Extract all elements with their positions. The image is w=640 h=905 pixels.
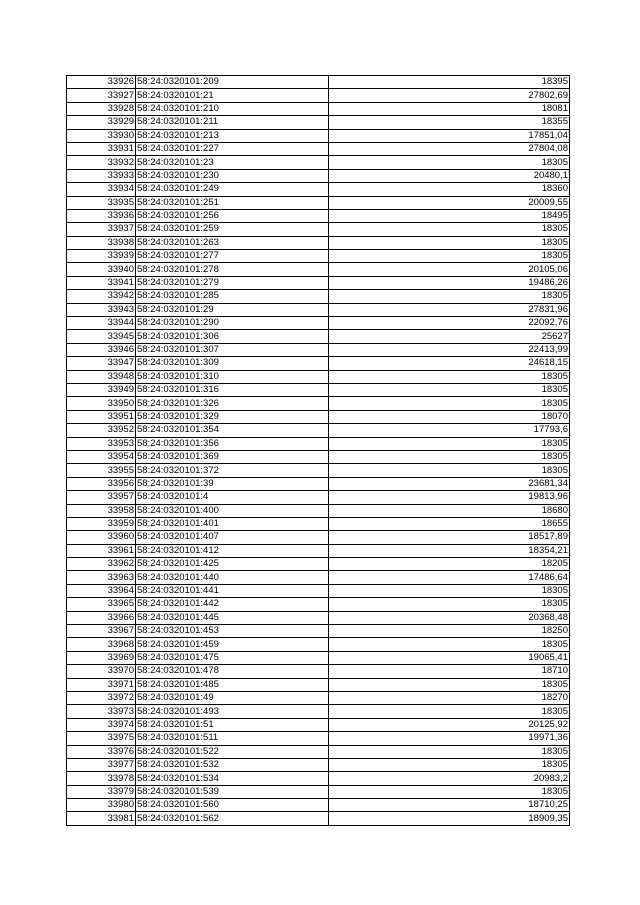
value-cell: 18909,35 — [329, 812, 570, 825]
cadastral-number-cell: 58:24:0320101:290 — [136, 317, 329, 330]
value-cell: 20983,2 — [329, 772, 570, 785]
value-cell: 18305 — [329, 250, 570, 263]
value-cell: 18305 — [329, 397, 570, 410]
table-row — [67, 571, 570, 584]
value-cell: 18305 — [329, 638, 570, 651]
cadastral-number-cell: 58:24:0320101:213 — [136, 129, 329, 142]
cadastral-number-cell: 58:24:0320101:440 — [136, 571, 329, 584]
cadastral-number-cell: 58:24:0320101:539 — [136, 785, 329, 798]
value-cell: 27804,08 — [329, 142, 570, 155]
cadastral-number-cell: 58:24:0320101:316 — [136, 383, 329, 396]
row-number-cell: 33939 — [67, 250, 136, 263]
cadastral-number-cell: 58:24:0320101:49 — [136, 691, 329, 704]
table-row — [67, 678, 570, 691]
table-row — [67, 397, 570, 410]
table-row — [67, 116, 570, 129]
row-number-cell: 33969 — [67, 651, 136, 664]
value-cell: 18495 — [329, 209, 570, 222]
table-row — [67, 142, 570, 155]
table-row — [67, 383, 570, 396]
cadastral-number-cell: 58:24:0320101:23 — [136, 156, 329, 169]
row-number-cell: 33928 — [67, 102, 136, 115]
value-cell: 18305 — [329, 758, 570, 771]
cadastral-number-cell: 58:24:0320101:307 — [136, 343, 329, 356]
row-number-cell: 33968 — [67, 638, 136, 651]
value-cell: 18305 — [329, 290, 570, 303]
table-row — [67, 718, 570, 731]
table-row — [67, 196, 570, 209]
table-row — [67, 370, 570, 383]
row-number-cell: 33929 — [67, 116, 136, 129]
row-number-cell: 33977 — [67, 758, 136, 771]
table-row — [67, 772, 570, 785]
value-cell: 22092,76 — [329, 317, 570, 330]
row-number-cell: 33963 — [67, 571, 136, 584]
row-number-cell: 33940 — [67, 263, 136, 276]
table-row — [67, 477, 570, 490]
row-number-cell: 33975 — [67, 732, 136, 745]
row-number-cell: 33978 — [67, 772, 136, 785]
value-cell: 19813,96 — [329, 491, 570, 504]
value-cell: 18305 — [329, 156, 570, 169]
value-cell: 18305 — [329, 584, 570, 597]
value-cell: 24618,15 — [329, 357, 570, 370]
value-cell: 27831,96 — [329, 303, 570, 316]
value-cell: 22413,99 — [329, 343, 570, 356]
cadastral-number-cell: 58:24:0320101:372 — [136, 464, 329, 477]
row-number-cell: 33935 — [67, 196, 136, 209]
value-cell: 19486,26 — [329, 276, 570, 289]
cadastral-number-cell: 58:24:0320101:485 — [136, 678, 329, 691]
cadastral-number-cell: 58:24:0320101:263 — [136, 236, 329, 249]
value-cell: 27802,69 — [329, 89, 570, 102]
value-cell: 17486,64 — [329, 571, 570, 584]
cadastral-number-cell: 58:24:0320101:534 — [136, 772, 329, 785]
cadastral-number-cell: 58:24:0320101:251 — [136, 196, 329, 209]
value-cell: 18395 — [329, 76, 570, 89]
value-cell: 18517,89 — [329, 531, 570, 544]
value-cell: 18305 — [329, 450, 570, 463]
table-row — [67, 276, 570, 289]
value-cell: 18710,25 — [329, 799, 570, 812]
row-number-cell: 33974 — [67, 718, 136, 731]
cadastral-number-cell: 58:24:0320101:249 — [136, 183, 329, 196]
row-number-cell: 33973 — [67, 705, 136, 718]
table-row — [67, 611, 570, 624]
value-cell: 20125,92 — [329, 718, 570, 731]
row-number-cell: 33949 — [67, 383, 136, 396]
row-number-cell: 33979 — [67, 785, 136, 798]
value-cell: 18250 — [329, 625, 570, 638]
row-number-cell: 33965 — [67, 598, 136, 611]
cadastral-number-cell: 58:24:0320101:256 — [136, 209, 329, 222]
cadastral-number-cell: 58:24:0320101:354 — [136, 424, 329, 437]
table-row — [67, 76, 570, 89]
row-number-cell: 33962 — [67, 558, 136, 571]
value-cell: 17793,6 — [329, 424, 570, 437]
cadastral-number-cell: 58:24:0320101:310 — [136, 370, 329, 383]
value-cell: 18360 — [329, 183, 570, 196]
table-body — [67, 76, 570, 826]
cadastral-number-cell: 58:24:0320101:478 — [136, 665, 329, 678]
row-number-cell: 33926 — [67, 76, 136, 89]
table-row — [67, 638, 570, 651]
row-number-cell: 33958 — [67, 504, 136, 517]
table-row — [67, 584, 570, 597]
value-cell: 18305 — [329, 437, 570, 450]
table-row — [67, 89, 570, 102]
row-number-cell: 33944 — [67, 317, 136, 330]
cadastral-number-cell: 58:24:0320101:522 — [136, 745, 329, 758]
table-row — [67, 558, 570, 571]
row-number-cell: 33981 — [67, 812, 136, 825]
value-cell: 18270 — [329, 691, 570, 704]
table-row — [67, 330, 570, 343]
row-number-cell: 33957 — [67, 491, 136, 504]
row-number-cell: 33959 — [67, 517, 136, 530]
table-row — [67, 129, 570, 142]
cadastral-number-cell: 58:24:0320101:21 — [136, 89, 329, 102]
row-number-cell: 33970 — [67, 665, 136, 678]
table-row — [67, 437, 570, 450]
table-row — [67, 491, 570, 504]
cadastral-number-cell: 58:24:0320101:227 — [136, 142, 329, 155]
cadastral-number-cell: 58:24:0320101:329 — [136, 410, 329, 423]
table-row — [67, 785, 570, 798]
table-row — [67, 450, 570, 463]
table-row — [67, 290, 570, 303]
cadastral-number-cell: 58:24:0320101:401 — [136, 517, 329, 530]
table-row — [67, 691, 570, 704]
value-cell: 25627 — [329, 330, 570, 343]
value-cell: 18305 — [329, 598, 570, 611]
table-row — [67, 464, 570, 477]
value-cell: 20368,48 — [329, 611, 570, 624]
row-number-cell: 33953 — [67, 437, 136, 450]
cadastral-number-cell: 58:24:0320101:210 — [136, 102, 329, 115]
value-cell: 18354,21 — [329, 544, 570, 557]
value-cell: 23681,34 — [329, 477, 570, 490]
table-row — [67, 410, 570, 423]
row-number-cell: 33955 — [67, 464, 136, 477]
value-cell: 18305 — [329, 745, 570, 758]
cadastral-number-cell: 58:24:0320101:4 — [136, 491, 329, 504]
row-number-cell: 33947 — [67, 357, 136, 370]
value-cell: 18305 — [329, 383, 570, 396]
table-row — [67, 102, 570, 115]
row-number-cell: 33961 — [67, 544, 136, 557]
value-cell: 18355 — [329, 116, 570, 129]
table-row — [67, 517, 570, 530]
cadastral-number-cell: 58:24:0320101:562 — [136, 812, 329, 825]
row-number-cell: 33954 — [67, 450, 136, 463]
value-cell: 18305 — [329, 705, 570, 718]
row-number-cell: 33930 — [67, 129, 136, 142]
cadastral-number-cell: 58:24:0320101:306 — [136, 330, 329, 343]
table-row — [67, 598, 570, 611]
value-cell: 18081 — [329, 102, 570, 115]
cadastral-number-cell: 58:24:0320101:407 — [136, 531, 329, 544]
table-row — [67, 236, 570, 249]
value-cell: 18305 — [329, 678, 570, 691]
cadastral-number-cell: 58:24:0320101:279 — [136, 276, 329, 289]
table-row — [67, 705, 570, 718]
cadastral-number-cell: 58:24:0320101:326 — [136, 397, 329, 410]
table-row — [67, 156, 570, 169]
table-row — [67, 504, 570, 517]
value-cell: 20009,55 — [329, 196, 570, 209]
row-number-cell: 33945 — [67, 330, 136, 343]
cadastral-number-cell: 58:24:0320101:369 — [136, 450, 329, 463]
table-row — [67, 732, 570, 745]
table-row — [67, 357, 570, 370]
row-number-cell: 33951 — [67, 410, 136, 423]
cadastral-number-cell: 58:24:0320101:441 — [136, 584, 329, 597]
row-number-cell: 33937 — [67, 223, 136, 236]
cadastral-number-cell: 58:24:0320101:425 — [136, 558, 329, 571]
row-number-cell: 33942 — [67, 290, 136, 303]
row-number-cell: 33932 — [67, 156, 136, 169]
row-number-cell: 33960 — [67, 531, 136, 544]
cadastral-number-cell: 58:24:0320101:29 — [136, 303, 329, 316]
value-cell: 18305 — [329, 370, 570, 383]
table-row — [67, 183, 570, 196]
value-cell: 18655 — [329, 517, 570, 530]
cadastral-number-cell: 58:24:0320101:39 — [136, 477, 329, 490]
table-row — [67, 343, 570, 356]
row-number-cell: 33971 — [67, 678, 136, 691]
row-number-cell: 33976 — [67, 745, 136, 758]
value-cell: 18680 — [329, 504, 570, 517]
cadastral-number-cell: 58:24:0320101:285 — [136, 290, 329, 303]
table-row — [67, 424, 570, 437]
row-number-cell: 33943 — [67, 303, 136, 316]
row-number-cell: 33948 — [67, 370, 136, 383]
row-number-cell: 33934 — [67, 183, 136, 196]
row-number-cell: 33964 — [67, 584, 136, 597]
cadastral-number-cell: 58:24:0320101:442 — [136, 598, 329, 611]
row-number-cell: 33941 — [67, 276, 136, 289]
value-cell: 20480,1 — [329, 169, 570, 182]
value-cell: 18205 — [329, 558, 570, 571]
value-cell: 18305 — [329, 464, 570, 477]
cadastral-number-cell: 58:24:0320101:259 — [136, 223, 329, 236]
row-number-cell: 33950 — [67, 397, 136, 410]
cadastral-number-cell: 58:24:0320101:209 — [136, 76, 329, 89]
row-number-cell: 33966 — [67, 611, 136, 624]
row-number-cell: 33956 — [67, 477, 136, 490]
cadastral-number-cell: 58:24:0320101:400 — [136, 504, 329, 517]
table-row — [67, 250, 570, 263]
row-number-cell: 33933 — [67, 169, 136, 182]
row-number-cell: 33946 — [67, 343, 136, 356]
value-cell: 18070 — [329, 410, 570, 423]
table-row — [67, 544, 570, 557]
value-cell: 18305 — [329, 236, 570, 249]
cadastral-number-cell: 58:24:0320101:230 — [136, 169, 329, 182]
table-row — [67, 531, 570, 544]
value-cell: 19065,41 — [329, 651, 570, 664]
table-row — [67, 169, 570, 182]
table-row — [67, 651, 570, 664]
table-row — [67, 812, 570, 825]
table-row — [67, 745, 570, 758]
cadastral-number-cell: 58:24:0320101:475 — [136, 651, 329, 664]
row-number-cell: 33938 — [67, 236, 136, 249]
table-row — [67, 303, 570, 316]
cadastral-number-cell: 58:24:0320101:412 — [136, 544, 329, 557]
cadastral-number-cell: 58:24:0320101:453 — [136, 625, 329, 638]
row-number-cell: 33967 — [67, 625, 136, 638]
cadastral-number-cell: 58:24:0320101:211 — [136, 116, 329, 129]
cadastral-number-cell: 58:24:0320101:278 — [136, 263, 329, 276]
row-number-cell: 33931 — [67, 142, 136, 155]
table-row — [67, 209, 570, 222]
table-row — [67, 317, 570, 330]
cadastral-number-cell: 58:24:0320101:277 — [136, 250, 329, 263]
table-row — [67, 223, 570, 236]
value-cell: 20105,06 — [329, 263, 570, 276]
cadastral-number-cell: 58:24:0320101:493 — [136, 705, 329, 718]
table-row — [67, 758, 570, 771]
value-cell: 18305 — [329, 223, 570, 236]
data-table — [66, 75, 570, 826]
row-number-cell: 33936 — [67, 209, 136, 222]
cadastral-number-cell: 58:24:0320101:532 — [136, 758, 329, 771]
row-number-cell: 33927 — [67, 89, 136, 102]
cadastral-number-cell: 58:24:0320101:511 — [136, 732, 329, 745]
value-cell: 17851,04 — [329, 129, 570, 142]
cadastral-number-cell: 58:24:0320101:445 — [136, 611, 329, 624]
value-cell: 19971,36 — [329, 732, 570, 745]
value-cell: 18710 — [329, 665, 570, 678]
cadastral-number-cell: 58:24:0320101:459 — [136, 638, 329, 651]
cadastral-number-cell: 58:24:0320101:309 — [136, 357, 329, 370]
row-number-cell: 33972 — [67, 691, 136, 704]
cadastral-number-cell: 58:24:0320101:51 — [136, 718, 329, 731]
cadastral-number-cell: 58:24:0320101:560 — [136, 799, 329, 812]
table-row — [67, 263, 570, 276]
row-number-cell: 33980 — [67, 799, 136, 812]
row-number-cell: 33952 — [67, 424, 136, 437]
table-row — [67, 665, 570, 678]
table-row — [67, 625, 570, 638]
table-row — [67, 799, 570, 812]
value-cell: 18305 — [329, 785, 570, 798]
cadastral-number-cell: 58:24:0320101:356 — [136, 437, 329, 450]
